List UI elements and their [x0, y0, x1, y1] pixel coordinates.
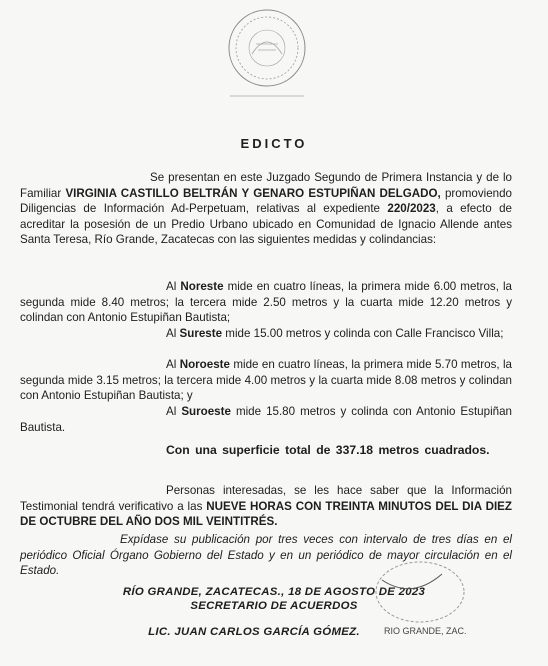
stamp-text: RIO GRANDE, ZAC. [384, 626, 467, 636]
colindancia-suroeste: Al Suroeste mide 15.80 metros y colinda con Antonio Estupiñan Bautista. [20, 405, 512, 434]
promoventes-names: VIRGINIA CASTILLO BELTRÁN Y GENARO ESTUPIÑAN DELGADO, [65, 186, 441, 200]
intro-paragraph: Se presentan en este Juzgado Segundo de Primera Instancia y de lo Familiar VIRGINIA CASTILLO BELTRÁN Y GENARO ESTUPIÑAN DELGADO, promoviendo Diligencias de Información Ad-Perpetuam, relativas al expediente 220/2023, a efecto de acreditar la posesión de un Predio Urbano ubicado en Comunidad de Ignacio Allende antes Santa Teresa, Río Grande, Zacatecas con las siguientes medidas y colindancias: [20, 171, 512, 247]
colindancia-noreste: Al Noreste mide en cuatro líneas, la primera mide 6.00 metros, la segunda mide 8.40 metros; la tercera mide 2.50 metros y la cuarta mide 12.20 metros y colindan con Antonio Estupiñan Bautista; [20, 280, 513, 325]
signer-name: LIC. JUAN CARLOS GARCÍA GÓMEZ. [148, 626, 360, 638]
superficie-total: Con una superficie total de 337.18 metros cuadrados. [166, 443, 490, 457]
hearing-datetime: NUEVE HORAS CON TREINTA MINUTOS DEL DIA DIEZ DE OCTUBRE DEL AÑO DOS MIL VEINTITRÉS. [20, 499, 512, 529]
colindancia-sureste: Al Sureste mide 15.00 metros y colinda con Calle Francisco Villa; [166, 327, 504, 340]
court-stamp-icon [362, 560, 482, 640]
personas-paragraph: Personas interesadas, se les hace saber que la Información Testimonial tendrá verificativo a las NUEVE HORAS CON TREINTA MINUTOS DEL DIA DIEZ DE OCTUBRE DEL AÑO DOS MIL VEINTITRÉS. [20, 484, 512, 529]
expediente-number: 220/2023 [387, 202, 436, 216]
expidase-paragraph: Expídase su publicación por tres veces con intervalo de tres días en el periódico Oficial Órgano Gobierno del Estado y en un periódico de mayor circulación en el Estado. [20, 533, 512, 578]
secretario-title: SECRETARIO DE ACUERDOS [190, 600, 358, 612]
document-title: EDICTO [240, 136, 308, 151]
colindancia-noroeste: Al Noroeste mide en cuatro líneas, la primera mide 5.70 metros, la segunda mide 3.15 metros; la tercera mide 4.00 metros y la cuarta mide 8.08 metros y colindan con Antonio Estupiñan Bautista; y [20, 358, 512, 403]
place-date: RÍO GRANDE, ZACATECAS., 18 DE AGOSTO DE 2023 [122, 586, 426, 598]
court-seal-icon [212, 4, 322, 104]
